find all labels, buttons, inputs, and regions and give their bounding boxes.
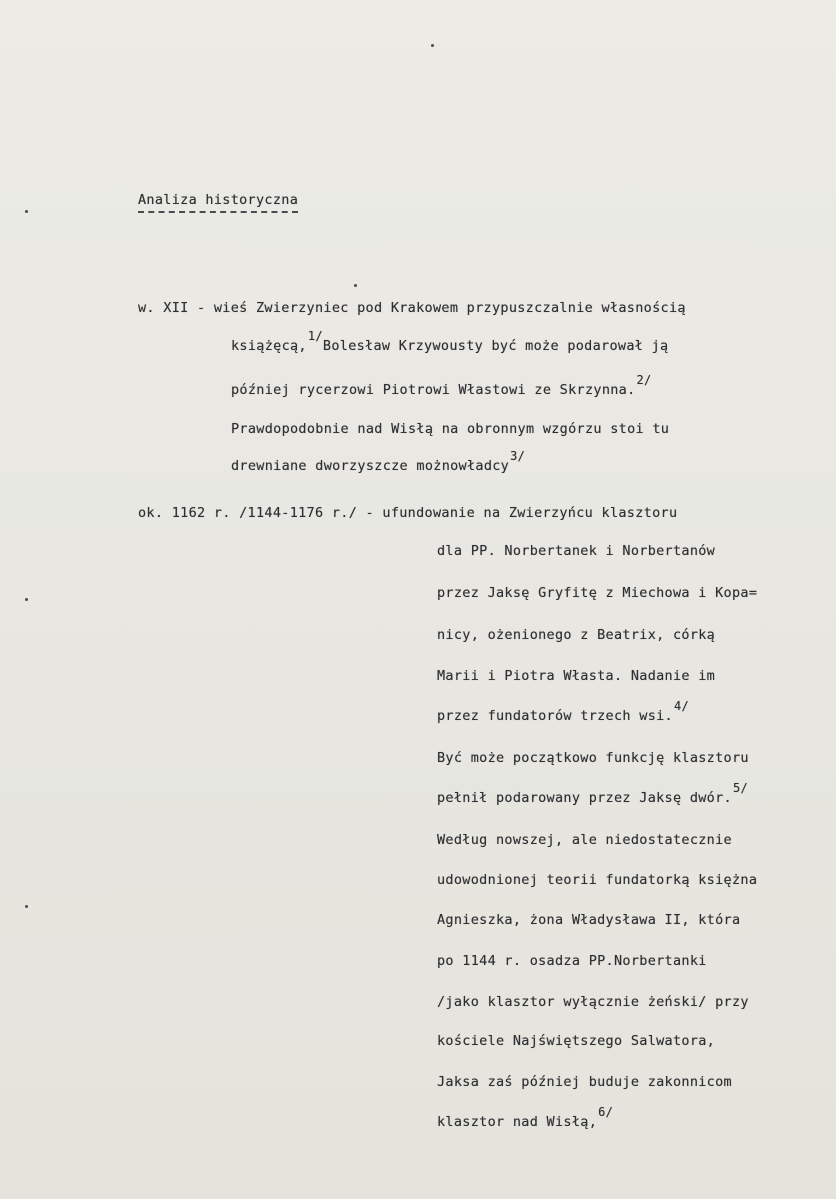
entry1-line4: Prawdopodobnie nad Wisłą na obronnym wzgórzu stoi tu [231,421,670,437]
paper-speck [25,210,28,213]
entry2-line15: Jaksa zaś później buduje zakonnicom [437,1074,732,1090]
entry1-line3 [231,373,652,398]
entry1-line1: w. XII - wieś Zwierzyniec pod Krakowem przypuszczalnie własnością [138,300,686,316]
entry2-line4: nicy, ożenionego z Beatrix, córką [437,627,716,643]
entry2-line2: dla PP. Norbertanek i Norbertanów [437,543,716,559]
text-run: książęcą, [231,338,307,354]
text-run: drewniane dworzyszcze możnowładcy [231,458,510,474]
entry2-line13: /jako klasztor wyłącznie żeński/ przy [437,994,749,1010]
entry2-line11: Agnieszka, żona Władysława II, która [437,912,741,928]
entry2-line7: Być może początkowo funkcję klasztoru [437,750,749,766]
text-run: przez fundatorów trzech wsi. [437,708,673,724]
entry2-line12: po 1144 r. osadza PP.Norbertanki [437,953,707,969]
footnote-ref: 4/ [673,699,690,713]
entry2-line10: udowodnionej teorii fundatorką księżna [437,872,758,888]
text-run: klasztor nad Wisłą, [437,1114,598,1130]
paper-speck [431,44,434,47]
footnote-ref: 5/ [732,781,749,795]
entry2-line3: przez Jaksę Gryfitę z Miechowa i Kopa= [437,585,758,601]
entry1-line2 [231,329,669,354]
section-heading: Analiza historyczna [138,192,298,213]
paper-speck [354,284,357,287]
paper-speck [25,598,28,601]
paper-speck [25,905,28,908]
entry2-line9: Według nowszej, ale niedostatecznie [437,832,732,848]
entry2-line8 [437,781,749,806]
entry1-line5 [231,449,526,474]
entry2-line14: kościele Najświętszego Salwatora, [437,1033,716,1049]
text-run: później rycerzowi Piotrowi Włastowi ze Skrzynna. [231,382,636,398]
entry2-line5: Marii i Piotra Własta. Nadanie im [437,668,716,684]
footnote-ref: 1/ [307,329,323,343]
footnote-ref: 2/ [636,373,652,387]
footnote-ref: 6/ [598,1105,614,1119]
text-run: Bolesław Krzywousty być może podarował ją [322,338,669,354]
text-run: pełnił podarowany przez Jaksę dwór. [437,790,732,806]
entry2-line16 [437,1105,614,1130]
entry2-line1: ok. 1162 r. /1144-1176 r./ - ufundowanie na Zwierzyńcu klasztoru [138,505,678,521]
entry2-line6 [437,699,690,724]
footnote-ref: 3/ [510,449,526,463]
